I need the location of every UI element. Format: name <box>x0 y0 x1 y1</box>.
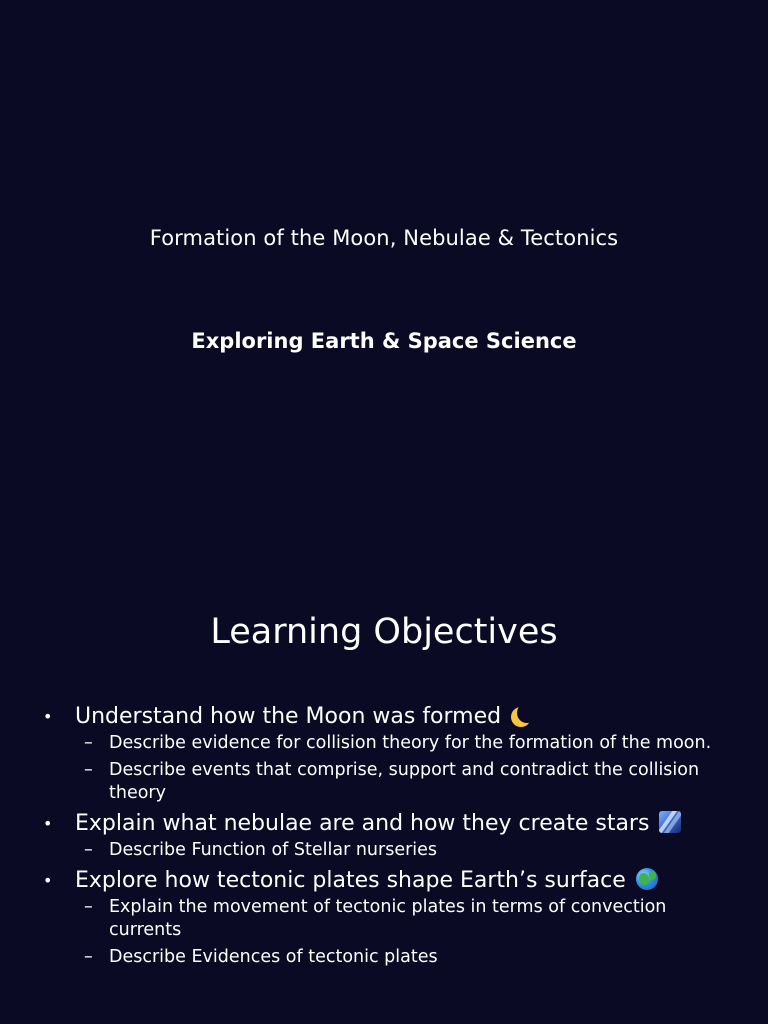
sub-objective-text: Describe Evidences of tectonic plates <box>109 947 438 967</box>
sub-objective-item <box>75 946 730 969</box>
sub-objective-text: Describe evidence for collision theory for the formation of the moon. <box>109 733 712 753</box>
objective-text: Explain what nebulae are and how they create stars <box>75 811 650 836</box>
bullet: • <box>43 707 53 726</box>
sub-objective-item <box>75 732 730 755</box>
sub-objective-text: Describe Function of Stellar nurseries <box>109 840 438 860</box>
bullet: • <box>43 871 53 890</box>
objectives-list <box>40 702 730 973</box>
crescent-moon-icon <box>517 703 537 723</box>
dash: – <box>84 840 93 860</box>
sub-objectives-list <box>75 896 730 969</box>
objectives-heading: Learning Objectives <box>210 612 558 652</box>
objective-item-moon <box>40 702 730 805</box>
sub-objective-text: Describe events that comprise, support and contradict the collision theory <box>109 760 700 803</box>
objectives-slide <box>0 576 768 1024</box>
objective-text: Understand how the Moon was formed <box>75 704 502 729</box>
sub-objective-item <box>75 839 730 862</box>
objective-item-tectonics <box>40 866 730 969</box>
dash: – <box>84 760 93 780</box>
objective-text: Explore how tectonic plates shape Earth’s surface <box>75 868 626 893</box>
bullet: • <box>43 814 53 833</box>
sub-objective-item <box>75 896 730 942</box>
sub-objectives-list <box>75 732 730 805</box>
deck-title: Formation of the Moon, Nebulae & Tectonics <box>149 226 619 250</box>
deck-subtitle: Exploring Earth & Space Science <box>191 329 577 353</box>
sub-objective-item <box>75 759 730 805</box>
dash: – <box>84 947 93 967</box>
sub-objectives-list <box>75 839 730 862</box>
dash: – <box>84 733 93 753</box>
dash: – <box>84 897 93 917</box>
comet-icon <box>659 811 681 833</box>
sub-objective-text: Explain the movement of tectonic plates in terms of convection currents <box>109 897 667 940</box>
objective-item-nebulae <box>40 809 730 862</box>
globe-icon <box>636 868 658 890</box>
